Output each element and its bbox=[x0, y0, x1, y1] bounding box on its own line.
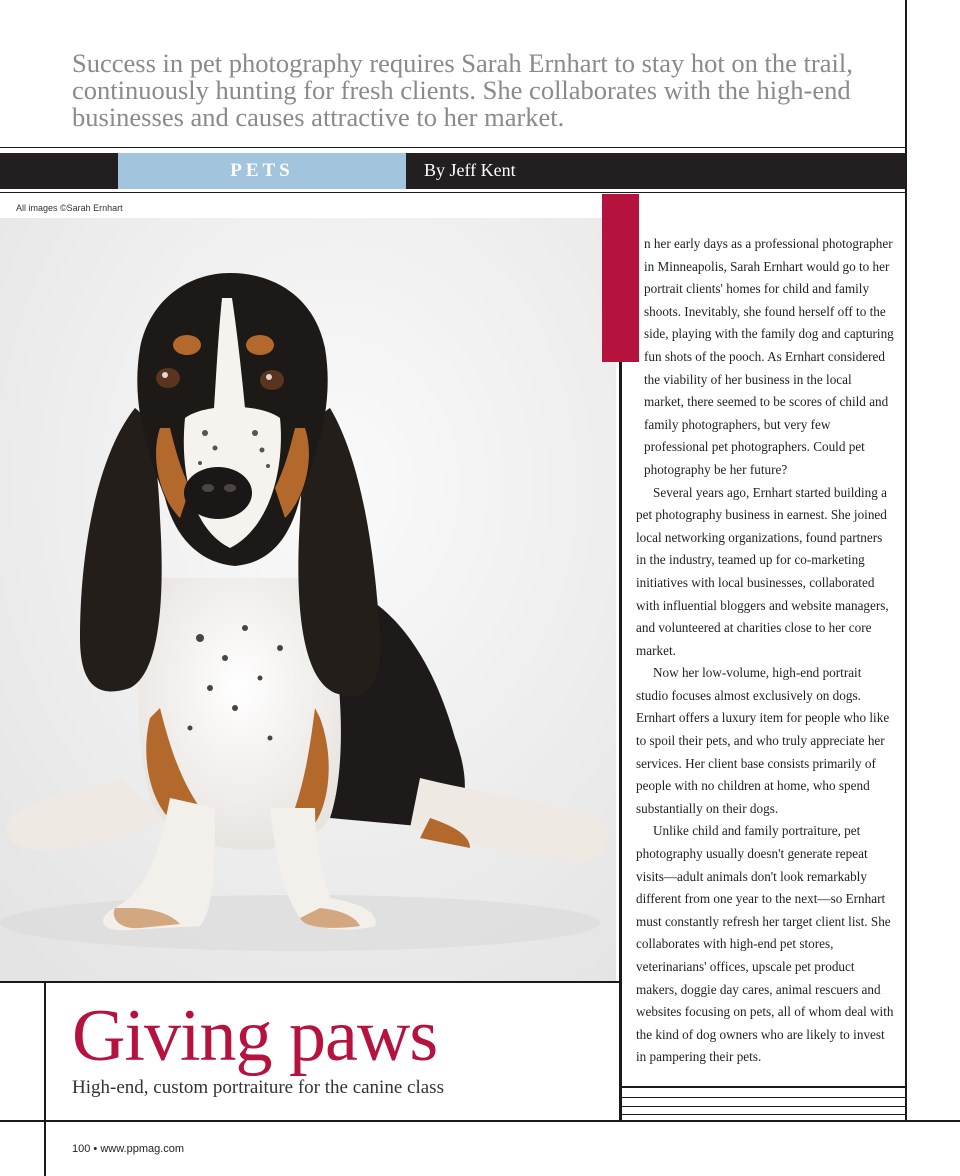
column-bottom-rule-4 bbox=[620, 1114, 906, 1115]
section-label-block bbox=[118, 153, 406, 189]
dog-illustration bbox=[0, 218, 616, 982]
page-bottom-rule bbox=[0, 1120, 960, 1122]
column-bottom-rule-1 bbox=[620, 1086, 906, 1088]
title-top-rule bbox=[0, 981, 620, 983]
article-title: Giving paws bbox=[72, 995, 438, 1077]
left-title-rule bbox=[44, 983, 46, 1176]
byline: By Jeff Kent bbox=[424, 160, 516, 180]
column-bottom-rule-3 bbox=[620, 1106, 906, 1107]
basset-hound-photo bbox=[0, 218, 616, 982]
article-paragraph-2: Several years ago, Ernhart started building a pet photography business in earnest. She joined local networking organizations, found partners in the industry, teamed up for co-marketing initiatives with local businesses, collaborated with influential bloggers and website managers, and volunteered at charities close to her core market. bbox=[636, 484, 889, 658]
article-paragraph-1: n her early days as a professional photographer in Minneapolis, Sarah Ernhart would go to her portrait clients' homes for child and family shoots. Inevitably, she found herself off to the side, playing with the family dog and capturing fun shots of the pooch. As Ernhart considered the viability of her business in the local market, there seemed to be scores of child and family photographers, but very few professional pet photographers. Could pet photography be her future? bbox=[644, 236, 894, 477]
banner-bottom-rule bbox=[0, 192, 906, 193]
photo-credit: All images ©Sarah Ernhart bbox=[16, 203, 123, 213]
article-paragraph-4: Unlike child and family portraiture, pet photography usually doesn't generate repeat visits—adult animals don't look remarkably different from one year to the next—so Ernhart must constantly refresh her target client list. She collaborates with high-end pet stores, veterinarians' offices, upscale pet product makers, doggie day cares, animal rescuers and websites focusing on pets, all of whom deal with the kind of dog owners who are likely to invest in pampering their pets. bbox=[636, 823, 894, 1065]
section-label: PETS bbox=[230, 160, 294, 181]
deck-text: Success in pet photography requires Sarah Ernhart to stay hot on the trail, continuously hunting for fresh clients. She collaborates with the high-end businesses and causes attractive to her market. bbox=[72, 48, 853, 132]
article-subtitle: High-end, custom portraiture for the canine class bbox=[72, 1077, 444, 1098]
drop-cap-accent-bar bbox=[602, 194, 639, 362]
page-footer: 100 • www.ppmag.com bbox=[72, 1143, 185, 1155]
column-rule bbox=[619, 362, 622, 1120]
column-bottom-rule-2 bbox=[620, 1097, 906, 1098]
article-paragraph-3: Now her low-volume, high-end portrait studio focuses almost exclusively on dogs. Ernhart offers a luxury item for people who like to spoil their pets, and who truly appreciate her services. Her client base consists primarily of people with no children at home, who spend substantially on their dogs. bbox=[636, 665, 890, 816]
deck-rule bbox=[0, 147, 906, 148]
article-body bbox=[636, 233, 894, 1069]
